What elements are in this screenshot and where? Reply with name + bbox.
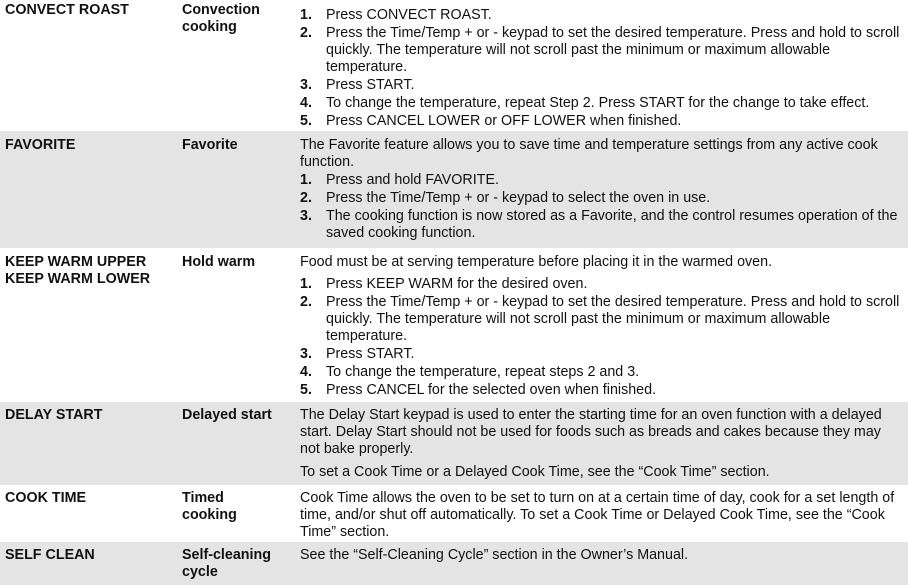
row-key: DELAY START (5, 407, 103, 423)
row-intro: The Favorite feature allows you to save time and temperature settings from any active cook function. (300, 137, 878, 170)
row-key: FAVORITE (5, 137, 76, 153)
row-key: COOK TIME (5, 490, 87, 506)
row-description (300, 407, 900, 481)
row-function: Timed cooking (182, 490, 237, 523)
step-item: 4. To change the temperature, repeat Step 2. Press START for the change to take effect. (300, 95, 870, 111)
row-function: Self-cleaning cycle (182, 547, 271, 580)
row-intro: The Delay Start keypad is used to enter the starting time for an oven function with a delayed start. Delay Start should not be used for foods such as breads and cakes because they may not bake properly. (300, 407, 882, 457)
row-description (300, 490, 900, 541)
step-item: 3. Press START. (300, 77, 415, 93)
table-row (0, 248, 908, 402)
table-row (0, 0, 908, 131)
step-item: 5. Press CANCEL for the selected oven when finished. (300, 382, 657, 398)
table-row (0, 131, 908, 248)
step-item: 1. Press and hold FAVORITE. (300, 172, 499, 188)
row-description (300, 547, 900, 564)
step-item: 2. Press the Time/Temp + or - keypad to select the oven in use. (300, 190, 711, 206)
step-item: 1. Press CONVECT ROAST. (300, 7, 492, 23)
row-note: To set a Cook Time or a Delayed Cook Time, see the “Cook Time” section. (300, 464, 770, 480)
row-intro: Food must be at serving temperature before placing it in the warmed oven. (300, 254, 773, 270)
row-function: Delayed start (182, 407, 272, 423)
step-item: 3. The cooking function is now stored as a Favorite, and the control resumes operation of the saved cooking function. (300, 208, 898, 241)
step-item: 3. Press START. (300, 346, 415, 362)
row-function: Hold warm (182, 254, 256, 270)
row-intro: Cook Time allows the oven to be set to turn on at a certain time of day, cook for a set length of time, and/or shut off automatically. To set a Cook Time or Delayed Cook Time, see the “Cook Time” section. (300, 490, 895, 540)
step-item: 5. Press CANCEL LOWER or OFF LOWER when finished. (300, 113, 682, 129)
row-key: CONVECT ROAST (5, 2, 129, 18)
table-row (0, 542, 908, 585)
step-item: 1. Press KEEP WARM for the desired oven. (300, 276, 588, 292)
row-description (300, 7, 900, 130)
row-function: Favorite (182, 137, 238, 153)
row-key: KEEP WARM UPPER KEEP WARM LOWER (5, 254, 151, 287)
row-function: Convection cooking (182, 2, 260, 35)
row-key: SELF CLEAN (5, 547, 95, 563)
step-item: 2. Press the Time/Temp + or - keypad to set the desired temperature. Press and hold to scroll quickly. The temperature will not scroll past the minimum or maximum allowable temperature. (300, 294, 900, 344)
table-row (0, 485, 908, 542)
step-item: 2. Press the Time/Temp + or - keypad to set the desired temperature. Press and hold to scroll quickly. The temperature will not scroll past the minimum or maximum allowable temperature. (300, 25, 900, 75)
table-row (0, 402, 908, 485)
row-intro: See the “Self-Cleaning Cycle” section in the Owner’s Manual. (300, 547, 689, 563)
row-description (300, 137, 900, 242)
step-item: 4. To change the temperature, repeat steps 2 and 3. (300, 364, 640, 380)
row-description (300, 254, 900, 399)
